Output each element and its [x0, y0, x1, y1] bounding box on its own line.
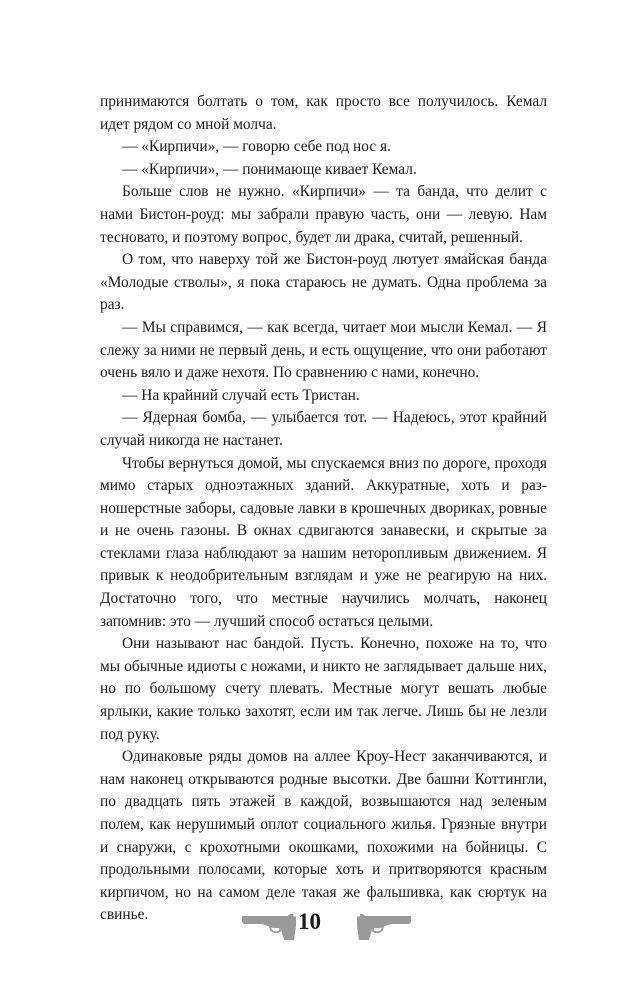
page-footer	[0, 902, 619, 948]
paragraph: О том, что наверху той же Бистон-роуд лютует ямайская банда «Молодые стволы», я пока стараюсь не думать. Одна проблема за раз.	[100, 251, 547, 314]
dialogue-line: — На крайний случай есть Тристан.	[122, 386, 360, 404]
paragraph: Больше слов не нужно. «Кирпичи» — та банда, что делит с нами Бистон-роуд: мы забрали правую часть, они — левую. Нам тесновато, и поэтому вопрос, будет ли драка, считай, решенный.	[100, 183, 547, 246]
paragraph: Одинаковые ряды домов на аллее Кроу-Нест заканчиваются, и нам наконец открываются родные высотки. Две башни Коттингли, по двадцать пять этажей в каждой, возвышаются над зеленым полем, как нерушимый оплот социального жилья. Грязные внутри и снаружи, с крохотными окошками, похожими на бойницы. С продольными полосами, которые хоть и притворяются красным кирпичом, но на самом деле такая же фальшивка, как сюртук на свинье.	[100, 748, 547, 924]
paragraph: Они называют нас бандой. Пусть. Конечно, похоже на то, что мы обычные идиоты с ножами, и никто не заглядывает дальше них, но по большому счету плевать. Местные могут вешать любые ярлыки, какие только захотят, если им так легче. Лишь бы не лезли под руку.	[100, 635, 547, 743]
paragraph-continuation: принимаются болтать о том, как просто все получилось. Кемал идет рядом со мной молча.	[100, 93, 547, 133]
dialogue-line: — Ядерная бомба, — улыбается тот. — Надеюсь, этот крайний случай никогда не настанет.	[100, 409, 547, 449]
pistol-icon	[355, 911, 413, 941]
page-body	[100, 91, 547, 927]
page-number: 10	[298, 909, 321, 934]
dialogue-line: — «Кирпичи», — понимающе кивает Кемал.	[122, 160, 417, 178]
paragraph: Чтобы вернуться домой, мы спускаемся вниз по дороге, проходя мимо старых одноэтажных зданий. Аккуратные, хоть и разношерстные заборы, садовые лавки в крошечных двориках, ровные и не очень газоны. В окнах сдвигаются занавески, и скрытые за стеклами глаза наблюдают за нашим неторопливым движением. Я привык к неодобрительным взглядам и уже не реагирую на них. Достаточно того, что местные научились молчать, наконец запомнив: это — лучший способ остаться целыми.	[100, 454, 547, 630]
dialogue-line: — Мы справимся, — как всегда, читает мои мысли Кемал. — Я слежу за ними не первый день, и есть ощущение, что они работают очень вяло и даже нехотя. По сравнению с нами, конечно.	[100, 318, 547, 382]
dialogue-line: — «Кирпичи», — говорю себе под нос я.	[122, 138, 391, 156]
